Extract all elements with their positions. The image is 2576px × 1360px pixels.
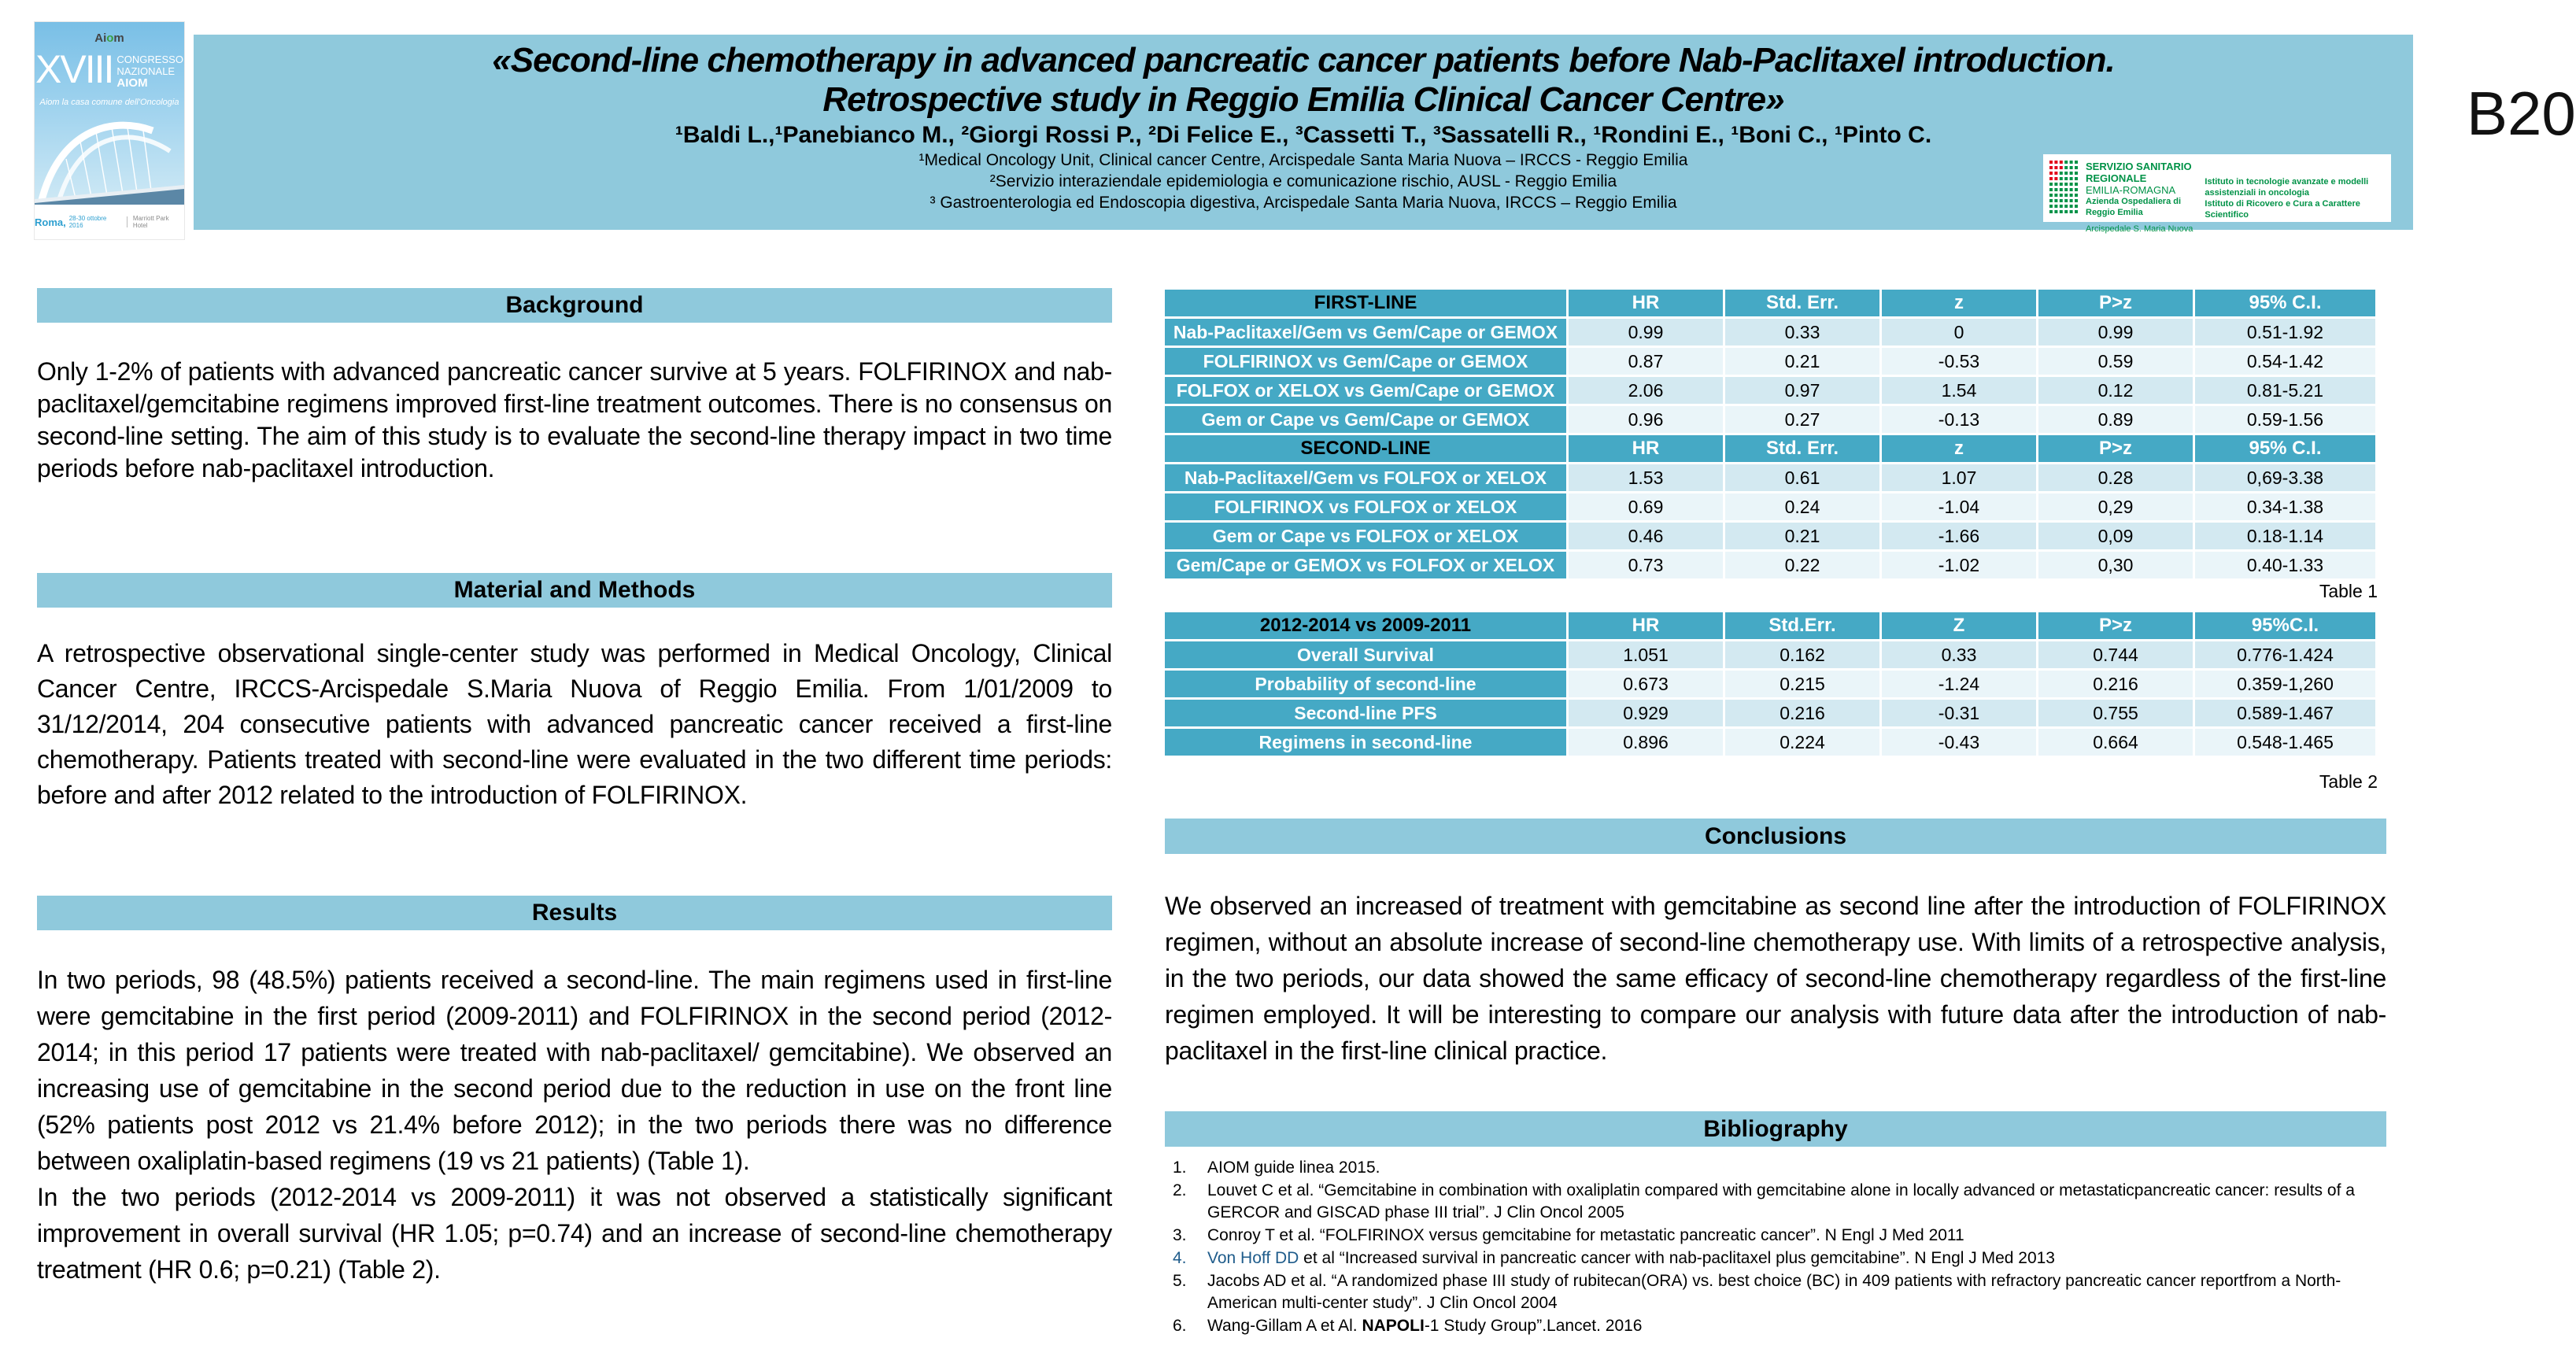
- ssr-right1: Istituto in tecnologie avanzate e modelli assistenziali in oncologia: [2205, 177, 2369, 198]
- congress-line2: NAZIONALE: [116, 65, 176, 77]
- table-cell: 0.359-1,260: [2195, 671, 2375, 697]
- table-header-cell: Z: [1882, 612, 2036, 639]
- bibliography-item-text: [1207, 1270, 2389, 1314]
- table-header-cell: 95% C.I.: [2195, 290, 2375, 316]
- table-row: [1165, 552, 2378, 578]
- bibliography-item-number: 6.: [1173, 1317, 1187, 1335]
- congress-line1: CONGRESSO: [116, 54, 183, 65]
- table-cell: 0.33: [1882, 641, 2036, 668]
- caption-divider: [127, 216, 128, 227]
- table-cell: 0,09: [2038, 523, 2193, 549]
- methods-paragraph: [37, 636, 1112, 813]
- table-cell: 0.216: [2038, 671, 2193, 697]
- ssr-right2: Istituto di Ricovero e Cura a Carattere Scientifico: [2205, 199, 2360, 220]
- poster-code-badge: B20: [2467, 79, 2576, 148]
- table-cell: 0.99: [1569, 319, 1723, 346]
- bibliography-text-segment: Jacobs AD et al. “A randomized phase III study of rubitecan(ORA) vs. best choice (BC) in 409 patients with refractory pancreatic cancer reportfrom a North-American multi-center study”. J Clin Oncol 2004: [1207, 1272, 2341, 1312]
- affiliation-1: ¹Medical Oncology Unit, Clinical cancer Centre, Arcispedale Santa Maria Nuova – IRCCS - Reggio Emilia: [918, 151, 1688, 169]
- table-row: [1165, 493, 2378, 520]
- bibliography-item: [1173, 1247, 2389, 1269]
- table-header-cell: Std.Err.: [1725, 612, 1879, 639]
- table-cell: 0.87: [1569, 348, 1723, 375]
- ssr-left-text: [2086, 161, 2198, 235]
- section-title-methods: Material and Methods: [453, 577, 696, 603]
- table-cell: 0.51-1.92: [2195, 319, 2375, 346]
- table-row: [1165, 319, 2378, 346]
- ssr-line2: EMILIA-ROMAGNA: [2086, 184, 2176, 196]
- table-cell: 0.97: [1725, 377, 1879, 404]
- section-title-bibliography: Bibliography: [1703, 1115, 1848, 1142]
- table-cell: -1.04: [1882, 493, 2036, 520]
- table-row: [1165, 377, 2378, 404]
- table-cell: -1.02: [1882, 552, 2036, 578]
- results-text-1: In two periods, 98 (48.5%) patients received a second-line. The main regimens used in first-line were gemcitabine in the first period (2009-2011) and FOLFIRINOX in the second period (2012-2014; in this period 17 patients were treated with nab-paclitaxel/ gemcitabine). We observed an increasing use of gemcitabine in the second period due to the reduction in use on the front line (52% patients post 2012 vs 21.4% before 2012); in the two periods there was no difference between oxaliplatin-based regimens (19 vs 21 patients) (Table 1).: [37, 966, 1112, 1175]
- table-2-caption: Table 2: [2319, 771, 2378, 792]
- table-cell: 0.54-1.42: [2195, 348, 2375, 375]
- congress-subtitle: [116, 49, 183, 89]
- congress-caption: [35, 205, 184, 239]
- section-title-background: Background: [505, 292, 644, 318]
- table-row: [1165, 641, 2378, 668]
- bibliography-text-segment: Conroy T et al. “FOLFIRINOX versus gemcitabine for metastatic pancreatic cancer”. N Engl J Med 2011: [1207, 1226, 1964, 1244]
- table-header-cell: P>z: [2038, 612, 2193, 639]
- table-header-cell: Std. Err.: [1725, 290, 1879, 316]
- table-cell: 0.216: [1725, 700, 1879, 726]
- table-cell: 0.589-1.467: [2195, 700, 2375, 726]
- table-header-cell: SECOND-LINE: [1165, 435, 1566, 462]
- table-row-label: Overall Survival: [1165, 641, 1566, 668]
- congress-date: 28-30 ottobre 2016: [68, 215, 107, 229]
- table-header-cell: 95% C.I.: [2195, 435, 2375, 462]
- table-header-row: [1165, 435, 2378, 462]
- bibliography-item-number: 4.: [1173, 1249, 1187, 1267]
- ssr-right-text: [2205, 161, 2385, 220]
- table-cell: -0.43: [1882, 729, 2036, 756]
- section-title-conclusions: Conclusions: [1704, 822, 1846, 849]
- table-row-label: Gem/Cape or GEMOX vs FOLFOX or XELOX: [1165, 552, 1566, 578]
- bibliography-item-number: 2.: [1173, 1181, 1187, 1199]
- table-cell: 0.73: [1569, 552, 1723, 578]
- section-header-conclusions: [1165, 819, 2386, 854]
- table-header-row: [1165, 290, 2378, 316]
- table-cell: 0.755: [2038, 700, 2193, 726]
- table-row-label: Second-line PFS: [1165, 700, 1566, 726]
- congress-city: Roma,: [35, 216, 66, 228]
- conclusions-paragraph: [1165, 888, 2386, 1069]
- table-row-label: Probability of second-line: [1165, 671, 1566, 697]
- table-cell: 0.896: [1569, 729, 1723, 756]
- methods-text: A retrospective observational single-center study was performed in Medical Oncology, Clinical Cancer Centre, IRCCS-Arcispedale S.Maria Nuova of Reggio Emilia. From 1/01/2009 to 31/12/2014, 204 consecutive patients with advanced pancreatic cancer received a first-line chemotherapy. Patients treated with second-line were evaluated in the two different time periods: before and after 2012 related to the introduction of FOLFIRINOX.: [37, 639, 1112, 809]
- bibliography-item-number: 5.: [1173, 1272, 1187, 1290]
- table-cell: 2.06: [1569, 377, 1723, 404]
- table-cell: 0.12: [2038, 377, 2193, 404]
- table-row-label: Nab-Paclitaxel/Gem vs Gem/Cape or GEMOX: [1165, 319, 1566, 346]
- bibliography-text-segment: et al “Increased survival in pancreatic cancer with nab-paclitaxel plus gemcitabine”. N Engl J Med 2013: [1299, 1249, 2055, 1267]
- section-title-results: Results: [531, 900, 618, 926]
- table-cell: 0.96: [1569, 406, 1723, 433]
- ssr-logo-box: [2043, 154, 2391, 234]
- bibliography-item: [1173, 1270, 2389, 1314]
- table-cell: 0.89: [2038, 406, 2193, 433]
- table-row-label: FOLFIRINOX vs Gem/Cape or GEMOX: [1165, 348, 1566, 375]
- table-2: [1165, 612, 2378, 758]
- table-cell: 0.34-1.38: [2195, 493, 2375, 520]
- table-cell: 0.664: [2038, 729, 2193, 756]
- table-cell: -0.31: [1882, 700, 2036, 726]
- table-header-cell: P>z: [2038, 435, 2193, 462]
- table-header-cell: Std. Err.: [1725, 435, 1879, 462]
- background-paragraph: [37, 356, 1112, 485]
- table-row: [1165, 523, 2378, 549]
- conclusions-text: We observed an increased of treatment with gemcitabine as second line after the introduction of FOLFIRINOX regimen, without an absolute increase of second-line chemotherapy use. With limits of a retrospective analysis, in the two periods, our data showed the same efficacy of second-line chemotherapy regardless of the first-line regimen employed. It will be interesting to compare our analysis with future data after the introduction of nab-paclitaxel in the first-line clinical practice.: [1165, 892, 2386, 1065]
- table-cell: 0.81-5.21: [2195, 377, 2375, 404]
- table-row: [1165, 406, 2378, 433]
- results-paragraph: [37, 962, 1112, 1288]
- table-cell: -0.53: [1882, 348, 2036, 375]
- table-cell: 0.59: [2038, 348, 2193, 375]
- table-row-label: Nab-Paclitaxel/Gem vs FOLFOX or XELOX: [1165, 464, 1566, 491]
- bibliography-text-segment: -1 Study Group”.Lancet. 2016: [1424, 1317, 1643, 1335]
- table-cell: 0.21: [1725, 523, 1879, 549]
- bibliography-item-text: [1207, 1247, 2389, 1269]
- table-header-cell: HR: [1569, 435, 1723, 462]
- section-header-background: [37, 288, 1112, 323]
- table-row-label: Gem or Cape vs FOLFOX or XELOX: [1165, 523, 1566, 549]
- authors-line: ¹Baldi L.,¹Panebianco M., ²Giorgi Rossi P., ²Di Felice E., ³Cassetti T., ³Sassatelli R., ¹Rondini E., ¹Boni C., ¹Pinto C.: [674, 122, 1932, 148]
- table-cell: 0.215: [1725, 671, 1879, 697]
- table-cell: 0,29: [2038, 493, 2193, 520]
- ssr-line3: Azienda Ospedaliera di Reggio Emilia: [2086, 197, 2182, 217]
- table-1: [1165, 290, 2378, 581]
- background-text: Only 1-2% of patients with advanced pancreatic cancer survive at 5 years. FOLFIRINOX and nab-paclitaxel/gemcitabine regimens improved first-line treatment outcomes. There is no consensus on second-line setting. The aim of this study is to evaluate the second-line therapy impact in two time periods before nab-paclitaxel introduction.: [37, 357, 1112, 482]
- table-header-cell: P>z: [2038, 290, 2193, 316]
- bibliography-text-segment: NAPOLI: [1362, 1317, 1425, 1335]
- table-cell: 1.07: [1882, 464, 2036, 491]
- table-cell: 1.051: [1569, 641, 1723, 668]
- table-cell: 0.162: [1725, 641, 1879, 668]
- bibliography-item: [1173, 1225, 2389, 1247]
- congress-photo: [35, 22, 184, 205]
- table-cell: -0.13: [1882, 406, 2036, 433]
- bibliography-text-segment: Louvet C et al. “Gemcitabine in combination with oxaliplatin compared with gemcitabine alone in locally advanced or metastaticpancreatic cancer: results of a GERCOR and GISCAD phase III trial”. J Clin Oncol 2005: [1207, 1181, 2355, 1221]
- table-header-cell: FIRST-LINE: [1165, 290, 1566, 316]
- bibliography-author-link: Von Hoff DD: [1207, 1249, 1299, 1267]
- table-row-label: FOLFOX or XELOX vs Gem/Cape or GEMOX: [1165, 377, 1566, 404]
- table-row-label: Gem or Cape vs Gem/Cape or GEMOX: [1165, 406, 1566, 433]
- table-row: [1165, 671, 2378, 697]
- bibliography-item-number: 3.: [1173, 1226, 1187, 1244]
- poster-title-line1: «Second-line chemotherapy in advanced pancreatic cancer patients before Nab-Paclitaxel introduction.: [492, 41, 2115, 79]
- aiom-logo-o: o: [106, 31, 114, 45]
- table-cell: 0.548-1.465: [2195, 729, 2375, 756]
- table-cell: 0.61: [1725, 464, 1879, 491]
- bibliography-item-text: [1207, 1157, 2389, 1179]
- table-cell: 0.33: [1725, 319, 1879, 346]
- ssr-dots-icon: [2049, 161, 2079, 216]
- bibliography-item-number: 1.: [1173, 1159, 1187, 1177]
- table-header-cell: HR: [1569, 290, 1723, 316]
- bridge-illustration: [35, 110, 184, 205]
- table-cell: 0.99: [2038, 319, 2193, 346]
- table-header-cell: 95%C.I.: [2195, 612, 2375, 639]
- table-row-label: FOLFIRINOX vs FOLFOX or XELOX: [1165, 493, 1566, 520]
- congress-tagline: Aiom la casa comune dell'Oncologia: [39, 98, 179, 107]
- bibliography-list: [1173, 1157, 2389, 1338]
- bibliography-item: [1173, 1180, 2389, 1224]
- table-cell: 1.54: [1882, 377, 2036, 404]
- table-header-cell: z: [1882, 290, 2036, 316]
- table-cell: 0.40-1.33: [2195, 552, 2375, 578]
- table-cell: 1.53: [1569, 464, 1723, 491]
- table-row: [1165, 700, 2378, 726]
- table-header-row: [1165, 612, 2378, 639]
- table-row: [1165, 348, 2378, 375]
- section-header-bibliography: [1165, 1111, 2386, 1147]
- table-cell: 0.224: [1725, 729, 1879, 756]
- section-header-results: [37, 896, 1112, 930]
- table-cell: -1.24: [1882, 671, 2036, 697]
- table-cell: 0.27: [1725, 406, 1879, 433]
- poster-title-line2: Retrospective study in Reggio Emilia Clinical Cancer Centre»: [822, 80, 1784, 119]
- bibliography-item-text: [1207, 1225, 2389, 1247]
- table-header-cell: z: [1882, 435, 2036, 462]
- table-row-label: Regimens in second-line: [1165, 729, 1566, 756]
- results-text-2: In the two periods (2012-2014 vs 2009-2011) it was not observed a statistically significant improvement in overall survival (HR 1.05; p=0.74) and an increase of second-line chemotherapy treatment (HR 0.6; p=0.21) (Table 2).: [37, 1183, 1112, 1284]
- table-row: [1165, 464, 2378, 491]
- bibliography-text-segment: Wang-Gillam A et Al.: [1207, 1317, 1362, 1335]
- congress-numeral: XVIII: [35, 47, 113, 91]
- bibliography-item: [1173, 1315, 2389, 1337]
- table-cell: 0,30: [2038, 552, 2193, 578]
- table-cell: 0.776-1.424: [2195, 641, 2375, 668]
- congress-poster-thumbnail: [35, 22, 184, 239]
- table-cell: 0.21: [1725, 348, 1879, 375]
- bibliography-item-text: [1207, 1180, 2389, 1224]
- table-cell: 0.673: [1569, 671, 1723, 697]
- affiliation-3: ³ Gastroenterologia ed Endoscopia digestiva, Arcispedale Santa Maria Nuova, IRCCS – Reggio Emilia: [930, 194, 1677, 212]
- affiliation-2: ²Servizio interaziendale epidemiologia e comunicazione rischio, AUSL - Reggio Emilia: [989, 172, 1617, 190]
- table-cell: 0.18-1.14: [2195, 523, 2375, 549]
- table-cell: 0,69-3.38: [2195, 464, 2375, 491]
- table-cell: 0.59-1.56: [2195, 406, 2375, 433]
- table-cell: 0.24: [1725, 493, 1879, 520]
- ssr-line1: SERVIZIO SANITARIO REGIONALE: [2086, 161, 2192, 184]
- table-1-caption: Table 1: [2319, 581, 2378, 601]
- bibliography-item: [1173, 1157, 2389, 1179]
- table-cell: 0.22: [1725, 552, 1879, 578]
- aiom-logo: Aiom: [94, 31, 124, 45]
- table-header-cell: HR: [1569, 612, 1723, 639]
- table-header-cell: 2012-2014 vs 2009-2011: [1165, 612, 1566, 639]
- congress-venue: Marriott Park Hotel: [132, 215, 169, 229]
- bibliography-text-segment: AIOM guide linea 2015.: [1207, 1159, 1380, 1177]
- bibliography-item-text: [1207, 1315, 2389, 1337]
- table-cell: -1.66: [1882, 523, 2036, 549]
- ssr-line4: Arcispedale S. Maria Nuova: [2086, 224, 2193, 234]
- table-row: [1165, 729, 2378, 756]
- table-cell: 0.46: [1569, 523, 1723, 549]
- table-cell: 0.28: [2038, 464, 2193, 491]
- section-header-methods: [37, 573, 1112, 608]
- table-cell: 0: [1882, 319, 2036, 346]
- congress-title: [35, 49, 184, 90]
- table-cell: 0.744: [2038, 641, 2193, 668]
- congress-line3: AIOM: [116, 76, 148, 90]
- table-cell: 0.929: [1569, 700, 1723, 726]
- table-cell: 0.69: [1569, 493, 1723, 520]
